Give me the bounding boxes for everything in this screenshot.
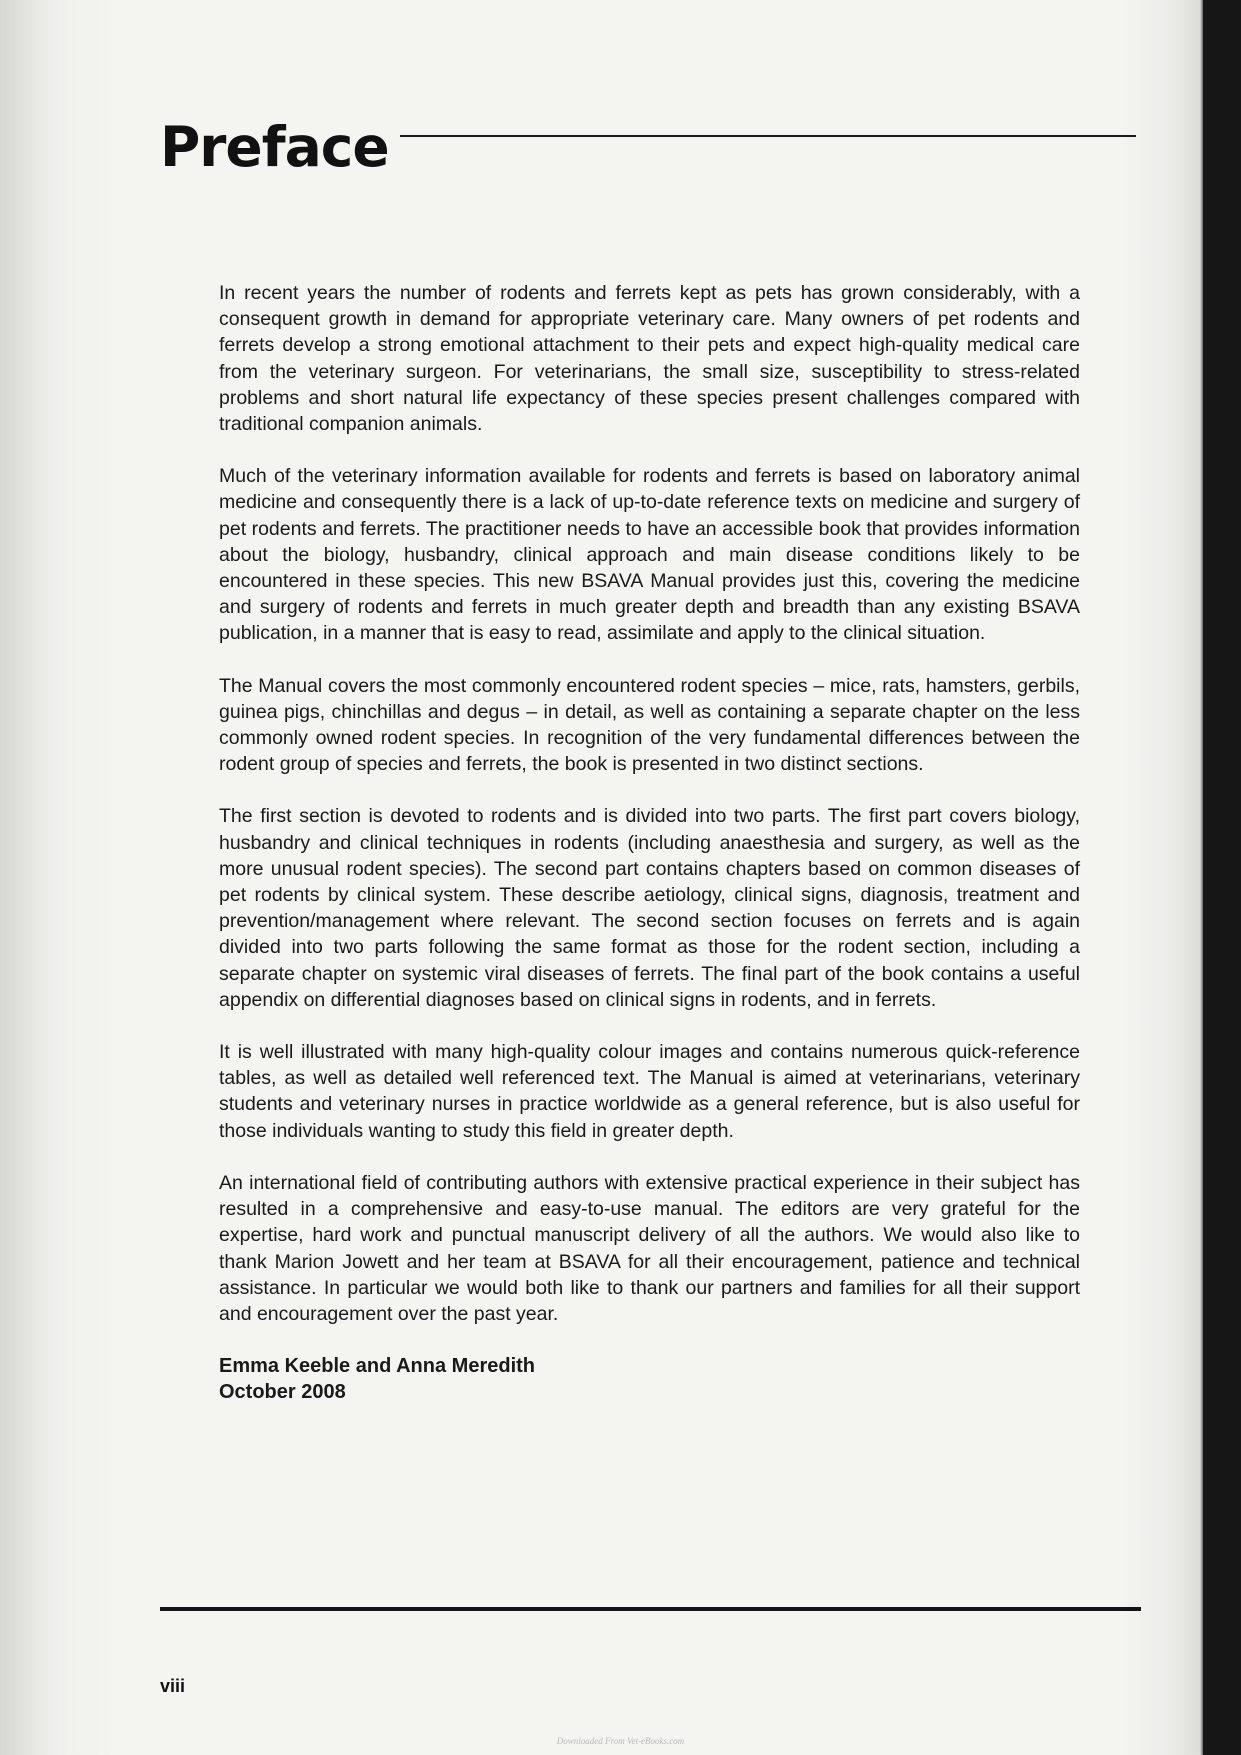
page-number: viii xyxy=(160,1676,186,1696)
preface-body xyxy=(219,280,1080,1405)
paragraph: Much of the veterinary information available for rodents and ferrets is based on laboratory animal medicine and consequently there is a lack of up-to-date reference texts on medicine and surgery of pet rodents and ferrets. The practitioner needs to have an accessible book that provides information about the biology, husbandry, clinical approach and main disease conditions likely to be encountered in these species. This new BSAVA Manual provides just this, covering the medicine and surgery of rodents and ferrets in much greater depth and breadth than any existing BSAVA publication, in a manner that is easy to read, assimilate and apply to the clinical situation. xyxy=(219,465,1080,645)
page-edge xyxy=(1203,0,1241,1755)
spine-shadow xyxy=(0,0,60,1755)
paragraph: The Manual covers the most commonly encountered rodent species – mice, rats, hamsters, gerbils, guinea pigs, chinchillas and degus – in detail, as well as containing a separate chapter on the less commonly owned rodent species. In recognition of the very fundamental differences between the rodent group of species and ferrets, the book is presented in two distinct sections. xyxy=(219,674,1080,776)
paragraph: It is well illustrated with many high-quality colour images and contains numerous quick-reference tables, as well as detailed well referenced text. The Manual is aimed at veterinarians, veterinary students and veterinary nurses in practice worldwide as a general reference, but is also useful for those individuals wanting to study this field in greater depth. xyxy=(219,1041,1080,1142)
signature-date: October 2008 xyxy=(219,1381,346,1404)
footer-rule xyxy=(160,1607,1141,1611)
signature-block xyxy=(219,1353,1080,1405)
title-rule xyxy=(400,135,1136,137)
paragraph: In recent years the number of rodents and ferrets kept as pets has grown considerably, with a consequent growth in demand for appropriate veterinary care. Many owners of pet rodents and ferrets develop a strong emotional attachment to their pets and expect high-quality medical care from the veterinary surgeon. For veterinarians, the small size, susceptibility to stress-related problems and short natural life expectancy of these species present challenges compared with traditional companion animals. xyxy=(219,282,1080,436)
signature-authors: Emma Keeble and Anna Meredith xyxy=(219,1355,535,1378)
paragraph: The first section is devoted to rodents and is divided into two parts. The first part covers biology, husbandry and clinical techniques in rodents (including anaesthesia and surgery, as well as the more unusual rodent species). The second part contains chapters based on common diseases of pet rodents by clinical system. These describe aetiology, clinical signs, diagnosis, treatment and prevention/management where relevant. The second section focuses on ferrets and is again divided into two parts following the same format as those for the rodent section, including a separate chapter on systemic viral diseases of ferrets. The final part of the book contains a useful appendix on differential diagnoses based on clinical signs in rodents, and in ferrets. xyxy=(219,805,1080,1011)
footer-credit: Downloaded From Vet-eBooks.com xyxy=(556,1736,685,1746)
page-title: Preface xyxy=(160,115,389,179)
paragraph: An international field of contributing authors with extensive practical experience in their subject has resulted in a comprehensive and easy-to-use manual. The editors are very grateful for the expertise, hard work and punctual manuscript delivery of all the authors. We would also like to thank Marion Jowett and her team at BSAVA for all their encouragement, patience and technical assistance. In particular we would both like to thank our partners and families for all their support and encouragement over the past year. xyxy=(219,1171,1080,1325)
